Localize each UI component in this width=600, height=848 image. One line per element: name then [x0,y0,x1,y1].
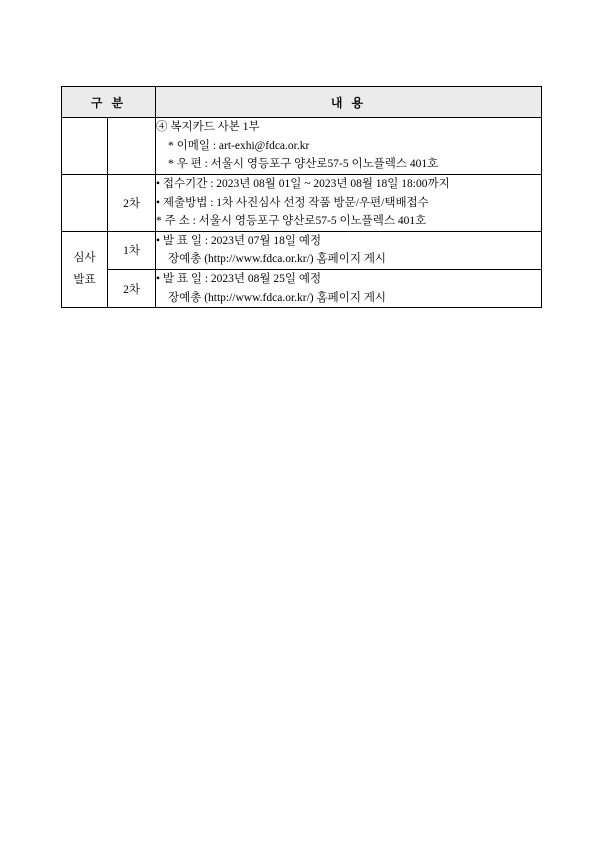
header-cell-content: 내 용 [156,87,542,118]
content-line: * 이메일 : art-exhi@fdca.or.kr [168,139,310,152]
row-content-1 [156,118,542,175]
content-line: 장예총 (http://www.fdca.or.kr/) 홈페이지 게시 [168,253,387,266]
row-round-3: 1차 [108,231,156,269]
content-line: * 주 소 : 서울시 영등포구 양산로57-5 이노플렉스 401호 [156,215,427,228]
table-header-row [62,87,542,118]
table-row [62,270,542,308]
content-line: • 발 표 일 : 2023년 07월 18일 예정 [156,234,322,247]
table-row [62,231,542,269]
section-label-line1: 심사 [73,251,96,264]
table-row [62,118,542,175]
row-round-empty-1 [108,118,156,175]
table-row [62,174,542,231]
row-label-judging-announcement [62,231,108,308]
content-table [61,86,542,308]
content-line: • 제출방법 : 1차 사진심사 선정 작품 방문/우편/택배접수 [156,196,429,209]
content-line: * 우 편 : 서울시 영등포구 양산로57-5 이노플렉스 401호 [168,158,439,171]
header-cell-category: 구 분 [62,87,156,118]
content-line: • 접수기간 : 2023년 08월 01일 ~ 2023년 08월 18일 18:00까지 [156,177,450,190]
content-line: • 발 표 일 : 2023년 08월 25일 예정 [156,273,322,285]
row-round-4: 2차 [108,270,156,308]
content-line: 장예총 (http://www.fdca.or.kr/) 홈페이지 게시 [168,291,387,304]
row-label-empty-2 [62,174,108,231]
row-content-4 [156,270,542,308]
section-label-line2: 발표 [73,273,96,286]
content-line: ④ 복지카드 사본 1부 [156,121,260,133]
row-round-2: 2차 [108,174,156,231]
row-label-empty-1 [62,118,108,175]
row-content-2 [156,174,542,231]
row-content-3 [156,231,542,269]
